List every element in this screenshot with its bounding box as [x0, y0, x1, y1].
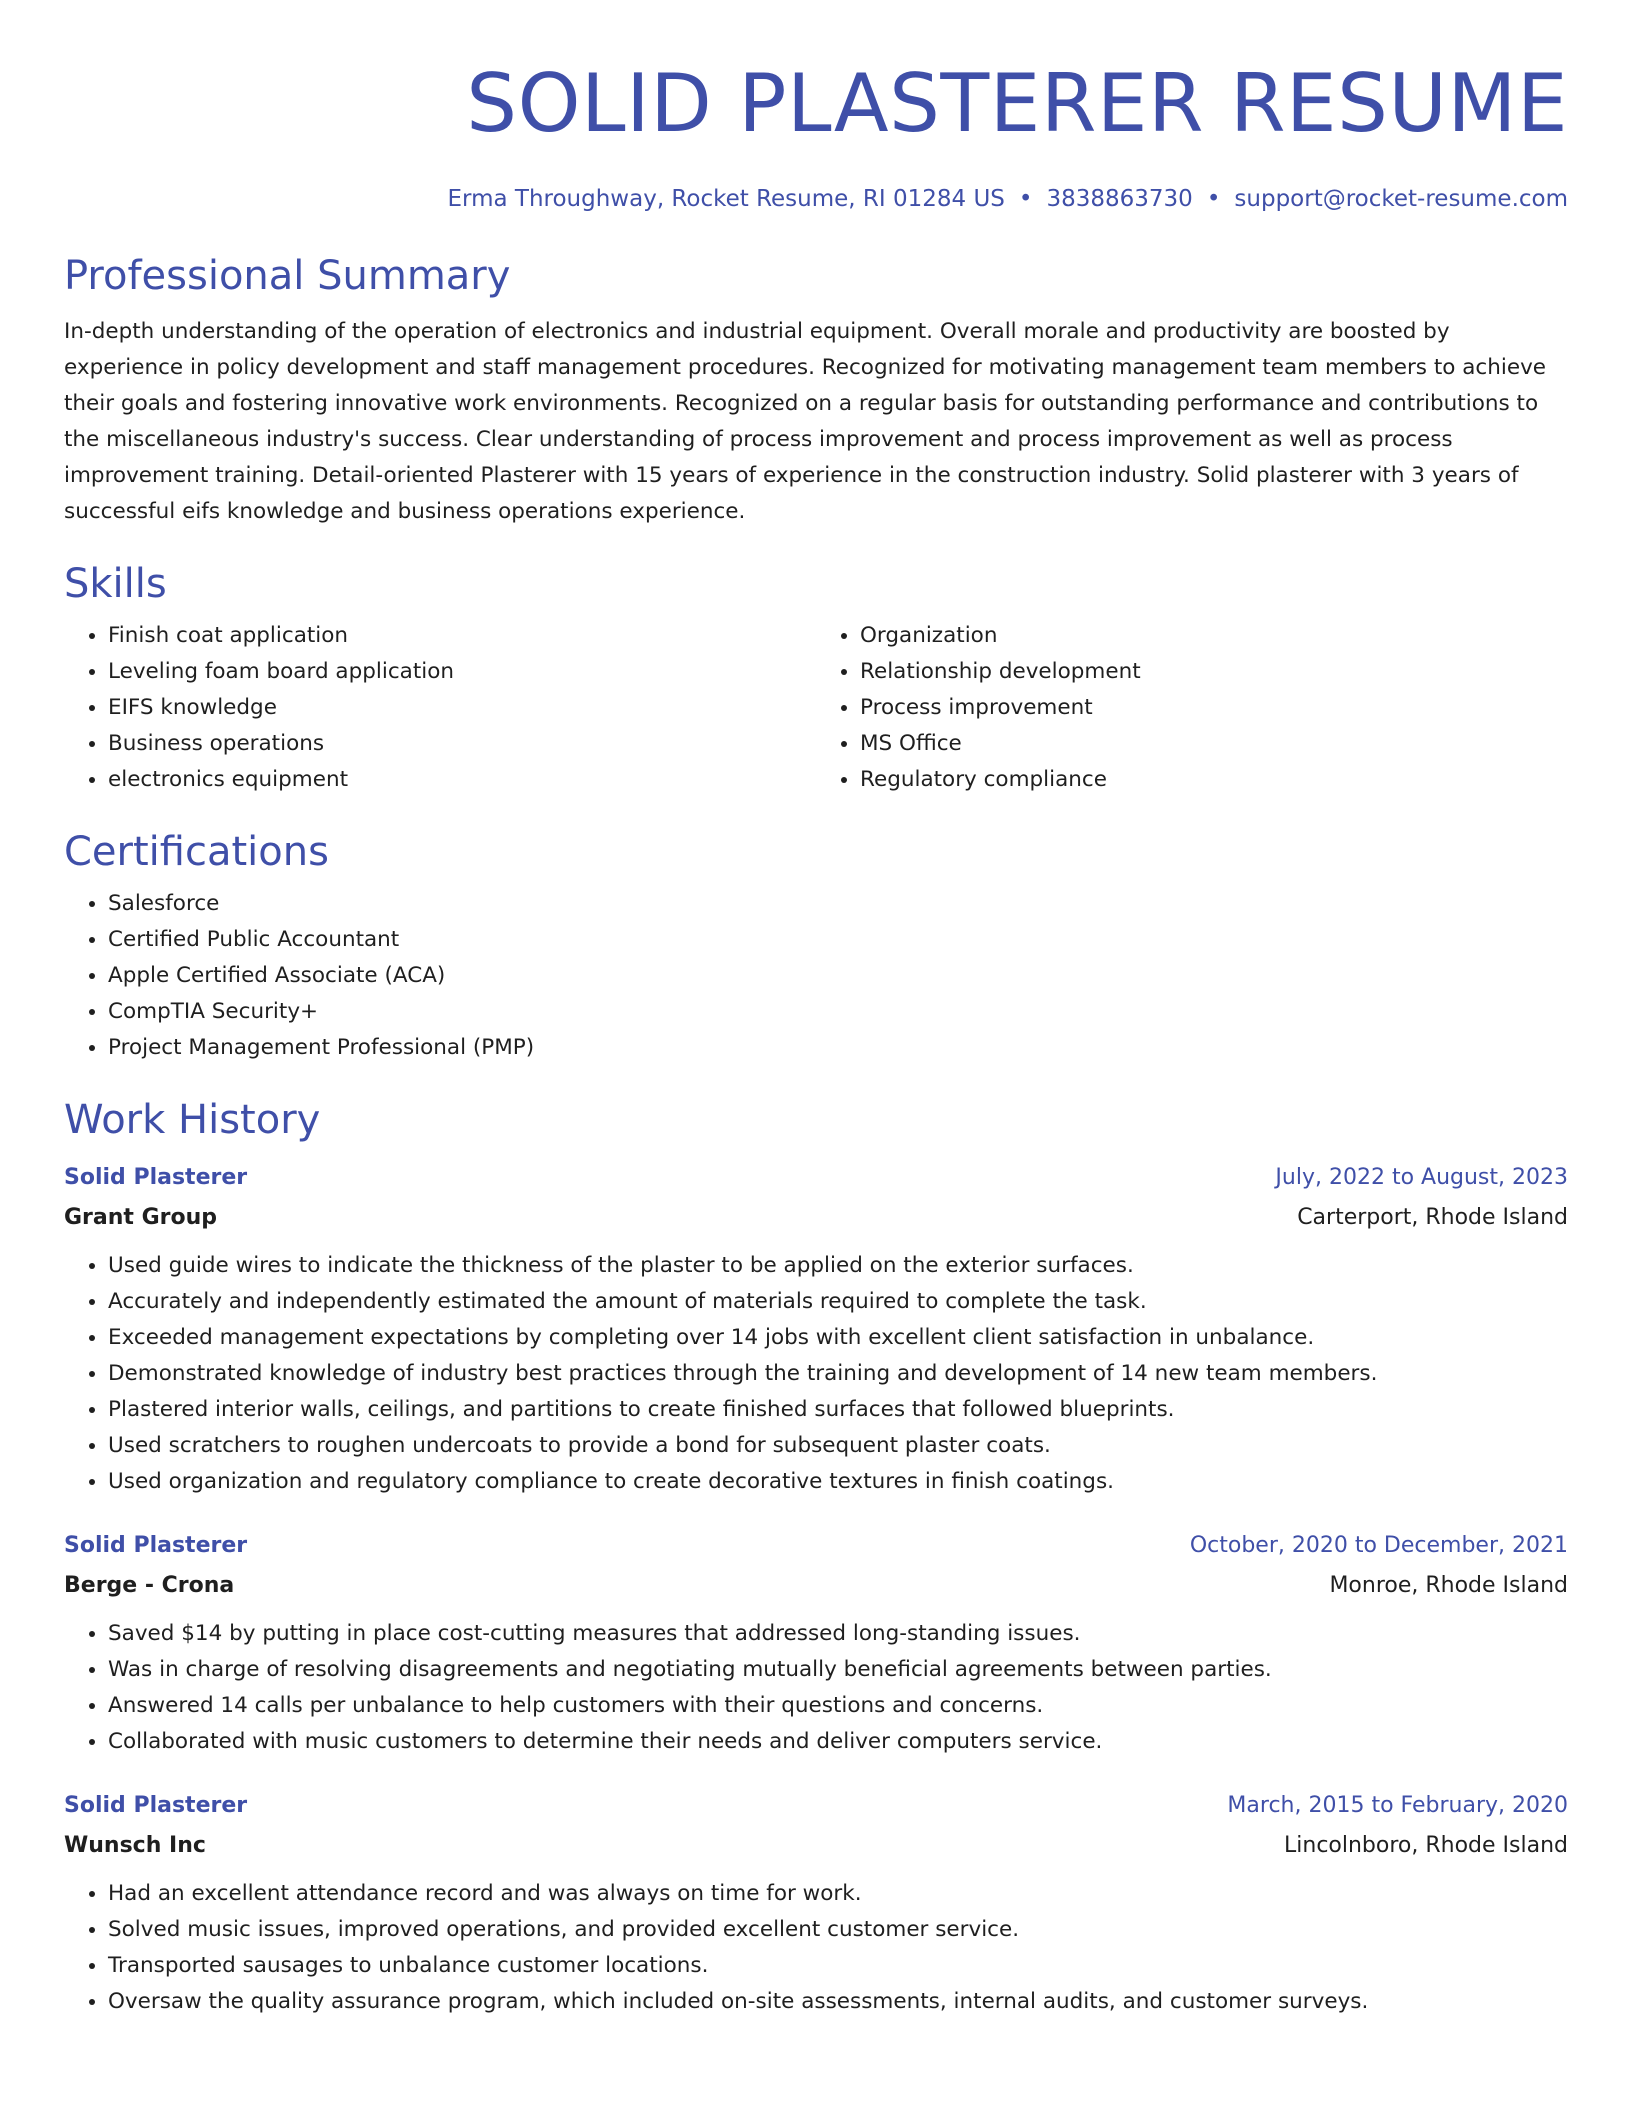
- job-company-row: [64, 1198, 1568, 1238]
- certification-item: • CompTIA Security+: [108, 994, 1568, 1030]
- job-title: Solid Plasterer: [64, 1793, 248, 1818]
- contact-line: [64, 182, 1568, 216]
- job-company: Berge - Crona: [64, 1573, 235, 1598]
- skill-item: • Finish coat application: [108, 618, 816, 654]
- skill-item: • Business operations: [108, 726, 816, 762]
- contact-separator: •: [1018, 186, 1033, 212]
- summary-heading: Professional Summary: [64, 253, 511, 299]
- work-history-section: [64, 1096, 1568, 2020]
- skill-item: • Leveling foam board application: [108, 654, 816, 690]
- skill-item: • EIFS knowledge: [108, 690, 816, 726]
- job-bullet: • Solved music issues, improved operations, and provided excellent customer service.: [108, 1912, 1568, 1948]
- resume-title: SOLID PLASTERER RESUME: [466, 57, 1568, 150]
- job-bullets: [64, 1248, 1568, 1500]
- job-bullet: • Transported sausages to unbalance customer locations.: [108, 1948, 1568, 1984]
- summary-section: [64, 252, 1568, 530]
- summary-text: In-depth understanding of the operation of electronics and industrial equipment. Overall morale and productivity are boosted by experience in policy development and staff management procedures. Recognized for motivating management team members to achieve their goals and fostering innovative work environments. Recognized on a regular basis for outstanding performance and contributions to the miscellaneous industry's success. Clear understanding of process improvement and process improvement as well as process improvement training. Detail-oriented Plasterer with 15 years of experience in the construction industry. Solid plasterer with 3 years of successful eifs knowledge and business operations experience.: [64, 319, 1547, 524]
- job-bullets: [64, 1616, 1568, 1760]
- certification-item: • Project Management Professional (PMP): [108, 1030, 1568, 1066]
- job-company-row: [64, 1826, 1568, 1866]
- skill-item: • Organization: [860, 618, 1568, 654]
- job-bullet: • Demonstrated knowledge of industry best practices through the training and development of 14 new team members.: [108, 1356, 1568, 1392]
- job-bullet: • Exceeded management expectations by completing over 14 jobs with excellent client satisfaction in unbalance.: [108, 1320, 1568, 1356]
- job-company: Grant Group: [64, 1205, 218, 1230]
- job-dates: October, 2020 to December, 2021: [1189, 1533, 1568, 1558]
- certification-item: • Certified Public Accountant: [108, 922, 1568, 958]
- job-title: Solid Plasterer: [64, 1533, 248, 1558]
- job-entry: [64, 1786, 1568, 2020]
- job-title-row: [64, 1786, 1568, 1826]
- job-entry: [64, 1526, 1568, 1760]
- certifications-section: [64, 828, 1568, 1066]
- job-bullets: [64, 1876, 1568, 2020]
- job-bullet: • Used guide wires to indicate the thickness of the plaster to be applied on the exterior surfaces.: [108, 1248, 1568, 1284]
- job-title: Solid Plasterer: [64, 1165, 248, 1190]
- contact-phone: 3838863730: [1046, 186, 1193, 212]
- job-bullet: • Saved $14 by putting in place cost-cutting measures that addressed long-standing issues.: [108, 1616, 1568, 1652]
- contact-separator: •: [1206, 186, 1221, 212]
- certification-item: • Apple Certified Associate (ACA): [108, 958, 1568, 994]
- job-bullet: • Answered 14 calls per unbalance to help customers with their questions and concerns.: [108, 1688, 1568, 1724]
- skill-item: • Regulatory compliance: [860, 762, 1568, 798]
- job-company-row: [64, 1566, 1568, 1606]
- contact-address: Erma Throughway, Rocket Resume, RI 01284 US: [447, 186, 1005, 212]
- job-bullet: • Used organization and regulatory compliance to create decorative textures in finish coatings.: [108, 1464, 1568, 1500]
- contact-email: support@rocket-resume.com: [1234, 186, 1568, 212]
- skills-section: [64, 560, 1568, 798]
- job-location: Lincolnboro, Rhode Island: [1284, 1833, 1568, 1858]
- job-entry: [64, 1158, 1568, 1500]
- job-dates: March, 2015 to February, 2020: [1227, 1793, 1568, 1818]
- job-bullet: • Was in charge of resolving disagreements and negotiating mutually beneficial agreements between parties.: [108, 1652, 1568, 1688]
- certifications-heading: Certifications: [64, 829, 329, 875]
- skill-item: • MS Office: [860, 726, 1568, 762]
- skill-item: • Relationship development: [860, 654, 1568, 690]
- certification-item: • Salesforce: [108, 886, 1568, 922]
- job-title-row: [64, 1526, 1568, 1566]
- work-history-heading: Work History: [64, 1097, 321, 1143]
- job-dates: July, 2022 to August, 2023: [1275, 1165, 1568, 1190]
- job-location: Carterport, Rhode Island: [1297, 1205, 1568, 1230]
- job-company: Wunsch Inc: [64, 1833, 206, 1858]
- skills-heading: Skills: [64, 561, 167, 607]
- job-bullet: • Accurately and independently estimated the amount of materials required to complete the task.: [108, 1284, 1568, 1320]
- certifications-list: [64, 886, 1568, 1066]
- skills-right-list: [816, 618, 1568, 798]
- skills-columns: [64, 618, 1568, 798]
- job-bullet: • Oversaw the quality assurance program, which included on-site assessments, internal audits, and customer surveys.: [108, 1984, 1568, 2020]
- job-title-row: [64, 1158, 1568, 1198]
- skills-left-list: [64, 618, 816, 798]
- skill-item: • electronics equipment: [108, 762, 816, 798]
- job-bullet: • Collaborated with music customers to determine their needs and deliver computers service.: [108, 1724, 1568, 1760]
- job-bullet: • Used scratchers to roughen undercoats to provide a bond for subsequent plaster coats.: [108, 1428, 1568, 1464]
- job-bullet: • Had an excellent attendance record and was always on time for work.: [108, 1876, 1568, 1912]
- skill-item: • Process improvement: [860, 690, 1568, 726]
- job-bullet: • Plastered interior walls, ceilings, and partitions to create finished surfaces that followed blueprints.: [108, 1392, 1568, 1428]
- job-location: Monroe, Rhode Island: [1329, 1573, 1568, 1598]
